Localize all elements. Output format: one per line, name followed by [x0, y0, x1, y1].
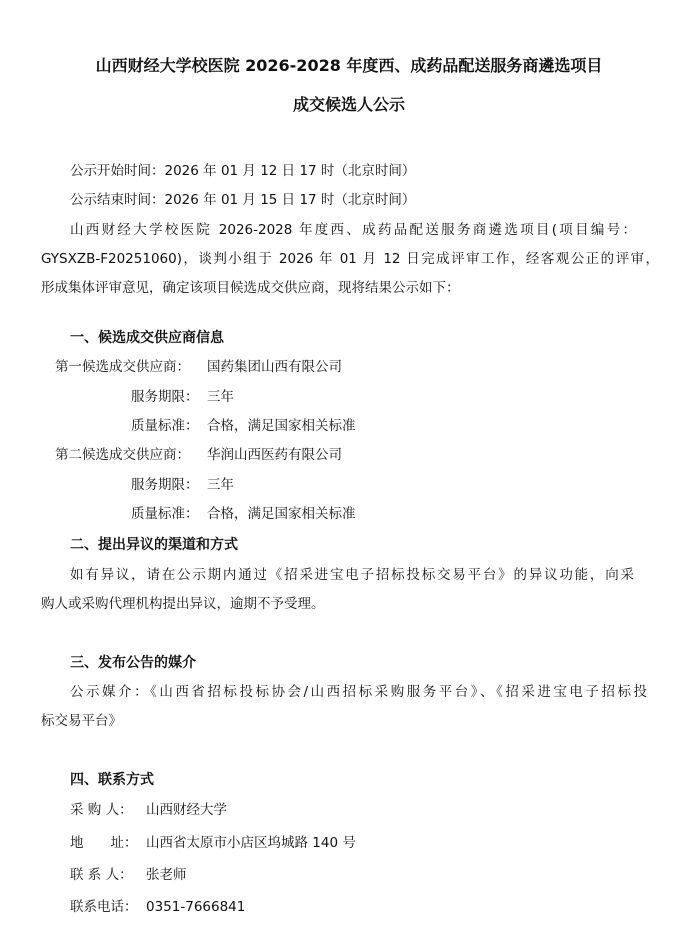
purchaser-value: 山西财经大学: [146, 802, 227, 818]
section-heading-objection: 二、提出异议的渠道和方式: [70, 537, 238, 553]
first-term-value: 三年: [207, 389, 234, 405]
second-candidate-label: 第二候选成交供应商：: [55, 447, 190, 463]
intro-line-3: 形成集体评审意见，确定该项目候选成交供应商，现将结果公示如下：: [41, 280, 460, 296]
media-line-1: 公示媒介：《山西省招标投标协会/山西招标采购服务平台》、《招采进宝电子招标投: [70, 684, 647, 700]
second-candidate-name: 华润山西医药有限公司: [207, 447, 342, 463]
first-term-label: 服务期限：: [131, 389, 199, 405]
phone-label: 联系电话：: [70, 899, 138, 915]
notice-start-time: 公示开始时间：2026 年 01 月 12 日 17 时（北京时间）: [70, 163, 416, 179]
section-heading-media: 三、发布公告的媒介: [70, 655, 196, 671]
intro-line-2: GYSXZB-F20251060)，谈判小组于 2026 年 01 月 12 日完成评审工作，经客观公正的评审，: [41, 251, 659, 267]
section-heading-candidates: 一、候选成交供应商信息: [70, 330, 224, 346]
notice-end-time: 公示结束时间：2026 年 01 月 15 日 17 时（北京时间）: [70, 192, 416, 208]
objection-line-1: 如有异议，请在公示期内通过《招采进宝电子招标投标交易平台》的异议功能，向采: [70, 567, 634, 583]
objection-line-2: 购人或采购代理机构提出异议，逾期不予受理。: [41, 596, 325, 612]
address-label: 地 址：: [70, 835, 138, 851]
first-quality-value: 合格，满足国家相关标准: [207, 418, 356, 434]
contact-person-label: 联 系 人：: [70, 867, 133, 883]
second-term-label: 服务期限：: [131, 477, 199, 493]
first-candidate-name: 国药集团山西有限公司: [207, 359, 342, 375]
second-quality-label: 质量标准：: [131, 506, 199, 522]
document-title-line2: 成交候选人公示: [292, 95, 405, 114]
phone-value: 0351-7666841: [146, 899, 246, 915]
intro-line-1: 山西财经大学校医院 2026-2028 年度西、成药品配送服务商遴选项目(项目编号：: [70, 222, 636, 238]
first-quality-label: 质量标准：: [131, 418, 199, 434]
second-term-value: 三年: [207, 477, 234, 493]
media-line-2: 标交易平台》: [41, 713, 122, 729]
purchaser-label: 采 购 人：: [70, 802, 133, 818]
second-quality-value: 合格，满足国家相关标准: [207, 506, 356, 522]
section-heading-contact: 四、联系方式: [70, 772, 154, 788]
contact-person-value: 张老师: [146, 867, 187, 883]
document-title-line1: 山西财经大学校医院 2026-2028 年度西、成药品配送服务商遴选项目: [95, 56, 603, 75]
first-candidate-label: 第一候选成交供应商：: [55, 359, 190, 375]
address-value: 山西省太原市小店区坞城路 140 号: [146, 835, 356, 851]
